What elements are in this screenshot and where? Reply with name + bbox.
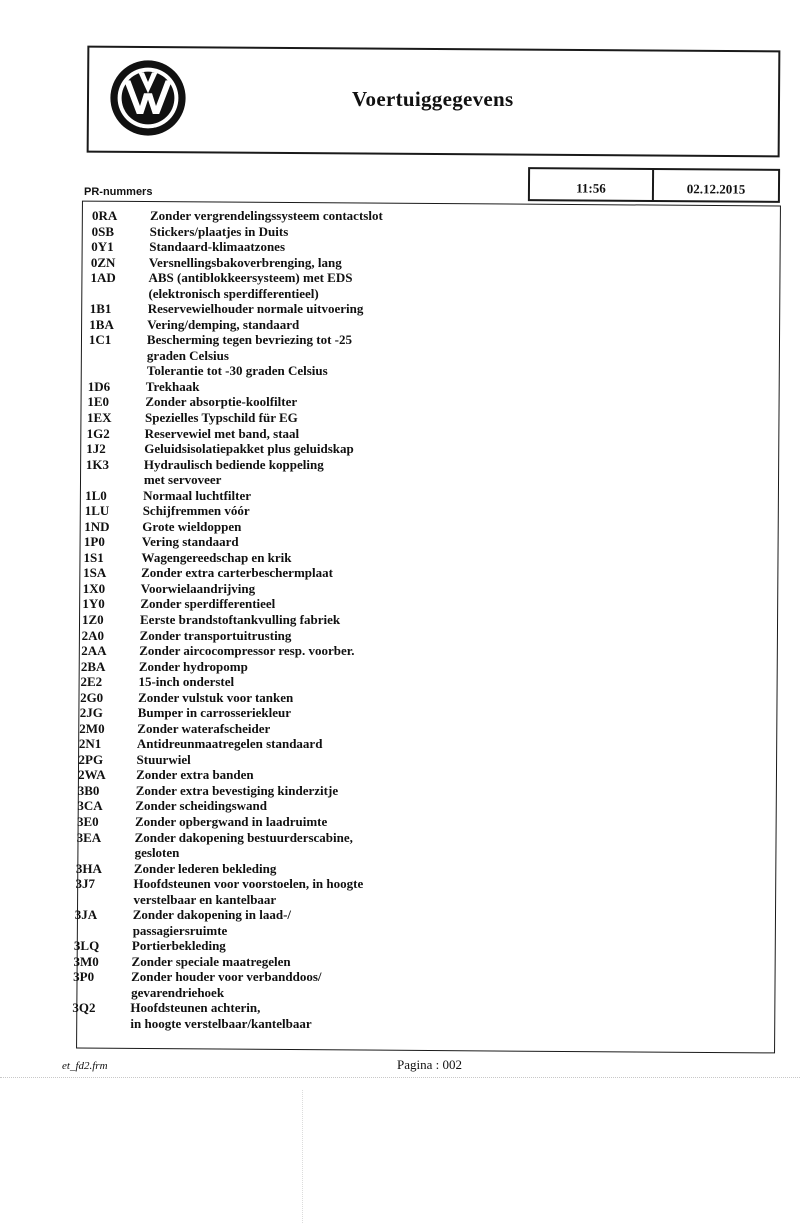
pr-description-line: verstelbaar en kantelbaar: [133, 891, 277, 907]
pr-code: 1E0: [87, 394, 110, 410]
pr-description-line: (elektronisch sperdifferentieel): [148, 285, 319, 301]
pr-description-line: Versnellingsbakoverbrenging, lang: [148, 254, 342, 270]
pr-code: 3P0: [73, 969, 95, 985]
pr-code: 1K3: [85, 456, 109, 472]
pr-code: 2PG: [78, 751, 104, 767]
page-title: Voertuiggegevens: [352, 87, 514, 111]
pr-description-line: Zonder waterafscheider: [137, 720, 271, 736]
pr-description-line: gesloten: [134, 845, 180, 861]
pr-description-line: Schijfremmen vóór: [142, 503, 250, 519]
pr-description-line: graden Celsius: [146, 347, 229, 363]
pr-description-line: Geluidsisolatiepakket plus geluidskap: [144, 441, 354, 457]
pr-code: 1D6: [87, 378, 111, 394]
fold-line: [302, 1090, 303, 1223]
meta-box: [528, 167, 780, 203]
pr-code: 3CA: [77, 798, 103, 814]
pr-code: 0Y1: [91, 239, 114, 255]
pr-description-line: Zonder hydropomp: [138, 658, 248, 674]
pr-code: 1Z0: [82, 612, 104, 627]
pr-description-line: Reservewiel met band, staal: [144, 425, 300, 441]
pr-code: 2A0: [81, 627, 104, 643]
pr-description-line: Zonder scheidingswand: [135, 798, 267, 814]
pr-code: 2M0: [79, 720, 105, 736]
pr-code: 3LQ: [73, 938, 100, 954]
pr-code: 1LU: [84, 503, 110, 519]
pr-description-line: Zonder extra bevestiging kinderzitje: [135, 782, 339, 798]
pr-code: 3Q2: [72, 1000, 96, 1016]
pr-description-line: 15-inch onderstel: [138, 674, 235, 690]
pr-description-line: met servoveer: [143, 472, 222, 488]
pr-description-line: gevarendriehoek: [131, 984, 225, 1000]
pr-code: 1X0: [82, 580, 106, 596]
pr-description-line: Zonder aircocompressor resp. voorber.: [139, 643, 355, 659]
pr-description-line: Tolerantie tot -30 graden Celsius: [146, 363, 328, 379]
pr-code: 1EX: [87, 410, 112, 425]
pr-description-line: Antidreunmaatregelen standaard: [136, 736, 323, 752]
pr-code: 0SB: [91, 223, 115, 239]
pr-description-line: Zonder speciale maatregelen: [131, 953, 291, 969]
pr-code: 2BA: [80, 658, 106, 674]
page-edge: [0, 1077, 800, 1078]
pr-description-line: Trekhaak: [145, 378, 200, 394]
pr-description-line: Zonder lederen bekleding: [133, 860, 277, 876]
pr-description-line: Zonder vergrendelingssysteem contactslot: [150, 208, 383, 223]
pr-code: 0RA: [92, 208, 118, 223]
pr-description-line: Wagengereedschap en krik: [141, 549, 292, 565]
pr-description-line: Grote wieldoppen: [142, 518, 242, 534]
pr-description-line: Bumper in carrosseriekleur: [137, 705, 292, 721]
pr-description-line: Zonder vulstuk voor tanken: [138, 689, 294, 705]
pr-description-line: Standaard-klimaatzones: [149, 239, 286, 255]
pr-code: 1Y0: [82, 596, 105, 612]
pr-description-line: Hoofdsteunen achterin,: [130, 1000, 261, 1016]
pr-code: 2E2: [80, 674, 103, 690]
pr-code: 3J7: [75, 876, 95, 892]
form-id: et_fd2.frm: [62, 1060, 108, 1072]
pr-code: 1BA: [89, 316, 114, 332]
pr-description-line: Normaal luchtfilter: [143, 487, 252, 503]
pr-description-line: Zonder extra carterbeschermplaat: [141, 565, 333, 581]
pr-code: 1B1: [89, 301, 112, 317]
pr-code: 1AD: [90, 270, 116, 286]
pr-description-line: in hoogte verstelbaar/kantelbaar: [130, 1015, 312, 1031]
pr-code: 0ZN: [90, 254, 116, 270]
pr-code: 3B0: [77, 782, 100, 798]
pr-description-line: Vering/demping, standaard: [147, 316, 300, 332]
pr-code: 2AA: [81, 643, 107, 659]
pr-code: 2G0: [80, 689, 104, 705]
pr-description-line: Zonder extra banden: [136, 767, 254, 783]
pr-code: 2N1: [78, 736, 102, 752]
pr-code: 2JG: [79, 705, 103, 721]
pr-code: 3JA: [74, 907, 98, 923]
pr-code: 1C1: [88, 332, 112, 348]
pr-code: 1G2: [86, 425, 110, 441]
pr-description-line: Zonder absorptie-koolfilter: [145, 394, 298, 410]
pr-description-line: ABS (antiblokkeersysteem) met EDS: [148, 270, 353, 286]
pr-description-line: Stuurwiel: [136, 751, 191, 767]
pr-description-line: Zonder opbergwand in laadruimte: [135, 814, 328, 829]
section-label: PR-nummers: [84, 186, 153, 198]
pr-description-line: Zonder sperdifferentieel: [140, 596, 276, 612]
pr-description-line: Zonder houder voor verbanddoos/: [131, 969, 322, 985]
pr-description-line: Voorwielaandrijving: [140, 580, 256, 596]
pr-code: 1P0: [83, 534, 105, 550]
pr-description-line: Bescherming tegen bevriezing tot -25: [146, 332, 352, 348]
pr-code: 3HA: [75, 860, 102, 876]
pr-list-frame: [73, 201, 781, 1054]
pr-code: 1ND: [84, 518, 110, 534]
vw-logo: [108, 58, 188, 138]
pr-code: 3EA: [76, 829, 102, 845]
pr-description-line: passagiersruimte: [132, 922, 228, 938]
pr-description-line: Eerste brandstoftankvulling fabriek: [140, 612, 341, 627]
pr-code: 1SA: [83, 565, 107, 581]
pr-description-line: Hydraulisch bediende koppeling: [143, 456, 324, 472]
pr-code: 1J2: [86, 441, 106, 457]
pr-description-line: Vering standaard: [141, 534, 239, 550]
pr-description-line: Stickers/plaatjes in Duits: [149, 223, 289, 239]
print-date: 02.12.2015: [686, 181, 746, 197]
pr-description-line: Zonder dakopening in laad-/: [132, 907, 292, 923]
pr-description-line: Hoofdsteunen voor voorstoelen, in hoogte: [133, 876, 364, 892]
pr-code: 1L0: [85, 487, 107, 503]
pr-description-line: Zonder dakopening bestuurderscabine,: [134, 829, 353, 845]
pr-code: 1S1: [83, 549, 104, 565]
pr-description-line: Spezielles Typschild für EG: [145, 410, 298, 425]
pr-code: 3M0: [73, 953, 99, 969]
page-number: Pagina : 002: [397, 1057, 462, 1072]
pr-code: 2WA: [78, 767, 106, 783]
pr-description-line: Portierbekleding: [131, 938, 226, 954]
pr-code: 3E0: [77, 814, 99, 829]
print-time: 11:56: [530, 169, 654, 200]
pr-description-line: Zonder transportuitrusting: [139, 627, 292, 643]
pr-description-line: Reservewielhouder normale uitvoering: [147, 301, 364, 317]
